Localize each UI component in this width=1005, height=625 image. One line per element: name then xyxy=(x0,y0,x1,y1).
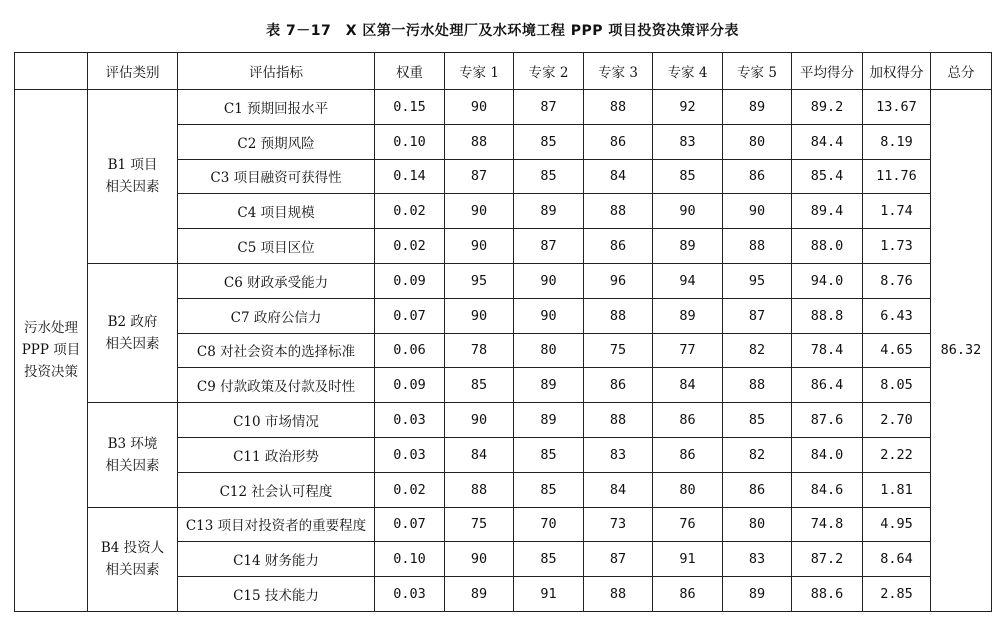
weighted-cell: 4.95 xyxy=(863,507,931,542)
expert-4-cell: 84 xyxy=(653,368,723,403)
expert-2-cell: 85 xyxy=(514,124,584,159)
average-cell: 89.4 xyxy=(792,194,863,229)
expert-3-cell: 73 xyxy=(584,507,653,542)
header-expert-1: 专家 1 xyxy=(445,53,514,90)
expert-4-cell: 77 xyxy=(653,333,723,368)
expert-1-cell: 88 xyxy=(445,124,514,159)
expert-3-cell: 88 xyxy=(584,403,653,438)
weight-cell: 0.02 xyxy=(375,472,445,507)
expert-5-cell: 82 xyxy=(723,333,792,368)
weighted-cell: 8.19 xyxy=(863,124,931,159)
average-cell: 87.2 xyxy=(792,542,863,577)
average-cell: 85.4 xyxy=(792,159,863,194)
average-cell: 84.6 xyxy=(792,472,863,507)
table-row xyxy=(15,263,992,298)
weighted-cell: 11.76 xyxy=(863,159,931,194)
expert-2-cell: 90 xyxy=(514,298,584,333)
table-title: 表 7－17 X 区第一污水处理厂及水环境工程 PPP 项目投资决策评分表 xyxy=(266,23,739,39)
indicator-cell: C6 财政承受能力 xyxy=(178,263,375,298)
expert-3-cell: 88 xyxy=(584,194,653,229)
weight-cell: 0.07 xyxy=(375,298,445,333)
expert-1-cell: 89 xyxy=(445,577,514,612)
expert-2-cell: 87 xyxy=(514,90,584,125)
expert-1-cell: 84 xyxy=(445,437,514,472)
average-cell: 88.6 xyxy=(792,577,863,612)
indicator-cell: C15 技术能力 xyxy=(178,577,375,612)
average-cell: 88.8 xyxy=(792,298,863,333)
header-average: 平均得分 xyxy=(792,53,863,90)
expert-3-cell: 75 xyxy=(584,333,653,368)
table-row xyxy=(15,507,992,542)
indicator-cell: C4 项目规模 xyxy=(178,194,375,229)
weight-cell: 0.03 xyxy=(375,577,445,612)
indicator-cell: C13 项目对投资者的重要程度 xyxy=(178,507,375,542)
weight-cell: 0.10 xyxy=(375,124,445,159)
expert-1-cell: 90 xyxy=(445,90,514,125)
weight-cell: 0.03 xyxy=(375,437,445,472)
header-weighted: 加权得分 xyxy=(863,53,931,90)
average-cell: 84.0 xyxy=(792,437,863,472)
expert-4-cell: 91 xyxy=(653,542,723,577)
expert-3-cell: 88 xyxy=(584,298,653,333)
table-row xyxy=(15,90,992,125)
header-expert-5: 专家 5 xyxy=(723,53,792,90)
indicator-cell: C5 项目区位 xyxy=(178,229,375,264)
expert-1-cell: 90 xyxy=(445,298,514,333)
expert-4-cell: 86 xyxy=(653,403,723,438)
expert-4-cell: 92 xyxy=(653,90,723,125)
average-cell: 78.4 xyxy=(792,333,863,368)
average-cell: 86.4 xyxy=(792,368,863,403)
category-cell-b1: B1 项目 相关因素 xyxy=(88,90,178,264)
header-category: 评估类别 xyxy=(88,53,178,90)
expert-4-cell: 76 xyxy=(653,507,723,542)
category-cell-b4: B4 投资人 相关因素 xyxy=(88,507,178,611)
expert-4-cell: 89 xyxy=(653,229,723,264)
expert-1-cell: 75 xyxy=(445,507,514,542)
expert-2-cell: 85 xyxy=(514,159,584,194)
expert-1-cell: 90 xyxy=(445,403,514,438)
expert-3-cell: 86 xyxy=(584,229,653,264)
expert-4-cell: 90 xyxy=(653,194,723,229)
weighted-cell: 2.85 xyxy=(863,577,931,612)
weighted-cell: 1.73 xyxy=(863,229,931,264)
weighted-cell: 6.43 xyxy=(863,298,931,333)
expert-2-cell: 70 xyxy=(514,507,584,542)
header-row xyxy=(15,53,992,90)
expert-1-cell: 87 xyxy=(445,159,514,194)
weighted-cell: 13.67 xyxy=(863,90,931,125)
weight-cell: 0.06 xyxy=(375,333,445,368)
weighted-cell: 4.65 xyxy=(863,333,931,368)
expert-1-cell: 90 xyxy=(445,194,514,229)
indicator-cell: C10 市场情况 xyxy=(178,403,375,438)
indicator-cell: C3 项目融资可获得性 xyxy=(178,159,375,194)
header-weight: 权重 xyxy=(375,53,445,90)
expert-3-cell: 86 xyxy=(584,124,653,159)
expert-1-cell: 95 xyxy=(445,263,514,298)
expert-2-cell: 85 xyxy=(514,542,584,577)
expert-4-cell: 80 xyxy=(653,472,723,507)
expert-2-cell: 85 xyxy=(514,437,584,472)
expert-3-cell: 86 xyxy=(584,368,653,403)
indicator-cell: C12 社会认可程度 xyxy=(178,472,375,507)
expert-5-cell: 82 xyxy=(723,437,792,472)
expert-5-cell: 80 xyxy=(723,124,792,159)
indicator-cell: C9 付款政策及付款及时性 xyxy=(178,368,375,403)
header-expert-2: 专家 2 xyxy=(514,53,584,90)
expert-4-cell: 86 xyxy=(653,437,723,472)
expert-1-cell: 78 xyxy=(445,333,514,368)
weight-cell: 0.09 xyxy=(375,263,445,298)
header-decision xyxy=(15,53,88,90)
expert-5-cell: 88 xyxy=(723,229,792,264)
average-cell: 94.0 xyxy=(792,263,863,298)
weighted-cell: 8.64 xyxy=(863,542,931,577)
average-cell: 74.8 xyxy=(792,507,863,542)
expert-3-cell: 83 xyxy=(584,437,653,472)
expert-5-cell: 89 xyxy=(723,577,792,612)
indicator-cell: C7 政府公信力 xyxy=(178,298,375,333)
indicator-cell: C14 财务能力 xyxy=(178,542,375,577)
weight-cell: 0.15 xyxy=(375,90,445,125)
expert-1-cell: 88 xyxy=(445,472,514,507)
indicator-cell: C8 对社会资本的选择标准 xyxy=(178,333,375,368)
average-cell: 87.6 xyxy=(792,403,863,438)
weighted-cell: 2.70 xyxy=(863,403,931,438)
header-expert-3: 专家 3 xyxy=(584,53,653,90)
expert-5-cell: 87 xyxy=(723,298,792,333)
expert-2-cell: 80 xyxy=(514,333,584,368)
weight-cell: 0.10 xyxy=(375,542,445,577)
indicator-cell: C2 预期风险 xyxy=(178,124,375,159)
expert-5-cell: 95 xyxy=(723,263,792,298)
average-cell: 84.4 xyxy=(792,124,863,159)
expert-4-cell: 86 xyxy=(653,577,723,612)
expert-2-cell: 85 xyxy=(514,472,584,507)
expert-4-cell: 89 xyxy=(653,298,723,333)
weighted-cell: 8.05 xyxy=(863,368,931,403)
indicator-cell: C1 预期回报水平 xyxy=(178,90,375,125)
weight-cell: 0.02 xyxy=(375,194,445,229)
weight-cell: 0.03 xyxy=(375,403,445,438)
indicator-cell: C11 政治形势 xyxy=(178,437,375,472)
header-indicator: 评估指标 xyxy=(178,53,375,90)
expert-3-cell: 87 xyxy=(584,542,653,577)
expert-4-cell: 94 xyxy=(653,263,723,298)
expert-1-cell: 90 xyxy=(445,229,514,264)
decision-cell: 污水处理 PPP 项目 投资决策 xyxy=(15,90,88,612)
expert-2-cell: 91 xyxy=(514,577,584,612)
score-table xyxy=(14,52,992,612)
expert-1-cell: 85 xyxy=(445,368,514,403)
expert-4-cell: 83 xyxy=(653,124,723,159)
expert-3-cell: 88 xyxy=(584,90,653,125)
expert-1-cell: 90 xyxy=(445,542,514,577)
weight-cell: 0.09 xyxy=(375,368,445,403)
expert-5-cell: 89 xyxy=(723,90,792,125)
expert-5-cell: 88 xyxy=(723,368,792,403)
expert-2-cell: 89 xyxy=(514,194,584,229)
header-total: 总分 xyxy=(931,53,992,90)
weighted-cell: 8.76 xyxy=(863,263,931,298)
expert-5-cell: 83 xyxy=(723,542,792,577)
expert-4-cell: 85 xyxy=(653,159,723,194)
expert-2-cell: 89 xyxy=(514,368,584,403)
expert-5-cell: 85 xyxy=(723,403,792,438)
total-cell: 86.32 xyxy=(931,90,992,612)
table-row xyxy=(15,403,992,438)
expert-2-cell: 90 xyxy=(514,263,584,298)
category-cell-b2: B2 政府 相关因素 xyxy=(88,263,178,402)
expert-2-cell: 87 xyxy=(514,229,584,264)
expert-3-cell: 88 xyxy=(584,577,653,612)
weighted-cell: 1.74 xyxy=(863,194,931,229)
expert-5-cell: 80 xyxy=(723,507,792,542)
average-cell: 88.0 xyxy=(792,229,863,264)
expert-3-cell: 84 xyxy=(584,472,653,507)
expert-3-cell: 96 xyxy=(584,263,653,298)
weight-cell: 0.07 xyxy=(375,507,445,542)
expert-3-cell: 84 xyxy=(584,159,653,194)
weighted-cell: 2.22 xyxy=(863,437,931,472)
weight-cell: 0.02 xyxy=(375,229,445,264)
expert-5-cell: 90 xyxy=(723,194,792,229)
weighted-cell: 1.81 xyxy=(863,472,931,507)
category-cell-b3: B3 环境 相关因素 xyxy=(88,403,178,507)
average-cell: 89.2 xyxy=(792,90,863,125)
expert-2-cell: 89 xyxy=(514,403,584,438)
expert-5-cell: 86 xyxy=(723,472,792,507)
weight-cell: 0.14 xyxy=(375,159,445,194)
expert-5-cell: 86 xyxy=(723,159,792,194)
header-expert-4: 专家 4 xyxy=(653,53,723,90)
